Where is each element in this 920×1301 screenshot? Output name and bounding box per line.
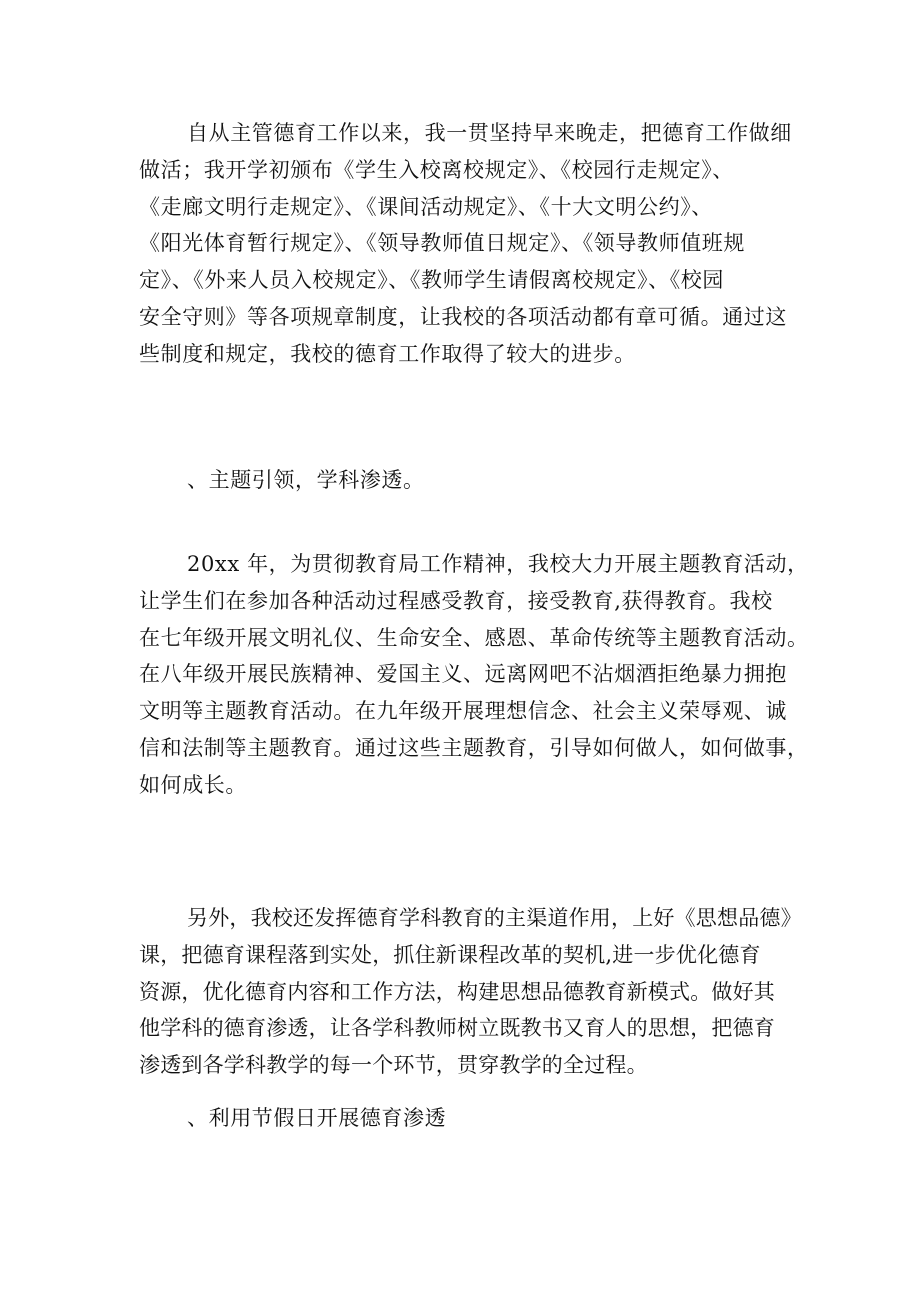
paragraph-rules-and-regulations	[139, 115, 792, 373]
paragraph-theme-education	[139, 546, 809, 804]
paragraph-line: 如何成长。	[139, 772, 247, 797]
paragraph-line: 安全守则》等各项规章制度，让我校的各项活动都有章可循。通过这	[139, 304, 787, 329]
section-heading-holidays: 、利用节假日开展德育渗透	[187, 1106, 447, 1130]
paragraph-line: 他学科的德育渗透，让各学科教师树立既教书又育人的思想，把德育	[139, 1016, 775, 1041]
paragraph-line: 定》、《外来人员入校规定》、《教师学生请假离校规定》、《校园	[139, 268, 724, 293]
paragraph-line: 《走廊文明行走规定》、《课间活动规定》、《十大文明公约》、	[139, 194, 713, 219]
paragraph-line: 在七年级开展文明礼仪、生命安全、感恩、革命传统等主题教育活动。	[139, 625, 809, 650]
paragraph-line: 做活；我开学初颁布《学生入校离校规定》、《校园行走规定》、	[139, 157, 734, 182]
paragraph-line: 让学生们在参加各种活动过程感受教育，接受教育,获得教育。我校	[139, 588, 773, 613]
paragraph-line: 在八年级开展民族精神、爱国主义、远离网吧不沾烟酒拒绝暴力拥抱	[139, 662, 787, 687]
section-heading-theme-guidance: 、主题引领，学科渗透。	[187, 468, 425, 492]
paragraph-line: 渗透到各学科教学的每一个环节，贯穿教学的全过程。	[139, 1053, 648, 1078]
paragraph-line: 《阳光体育暂行规定》、《领导教师值日规定》、《领导教师值班规	[139, 231, 745, 256]
paragraph-line: 文明等主题教育活动。在九年级开展理想信念、社会主义荣辱观、诚	[139, 699, 787, 724]
paragraph-line: 资源，优化德育内容和工作方法，构建思想品德教育新模式。做好其	[139, 979, 775, 1004]
paragraph-subject-infiltration	[139, 900, 802, 1084]
paragraph-line: 信和法制等主题教育。通过这些主题教育，引导如何做人，如何做事，	[139, 735, 809, 760]
paragraph-line: 课，把德育课程落到实处，抓住新课程改革的契机,进一步优化德育	[139, 942, 761, 967]
paragraph-line: 20xx 年，为贯彻教育局工作精神，我校大力开展主题教育活动，	[187, 552, 809, 576]
paragraph-line: 自从主管德育工作以来，我一贯坚持早来晚走，把德育工作做细	[187, 121, 792, 145]
paragraph-line: 另外，我校还发挥德育学科教育的主渠道作用，上好《思想品德》	[187, 906, 802, 930]
paragraph-line: 些制度和规定，我校的德育工作取得了较大的进步。	[139, 341, 636, 366]
